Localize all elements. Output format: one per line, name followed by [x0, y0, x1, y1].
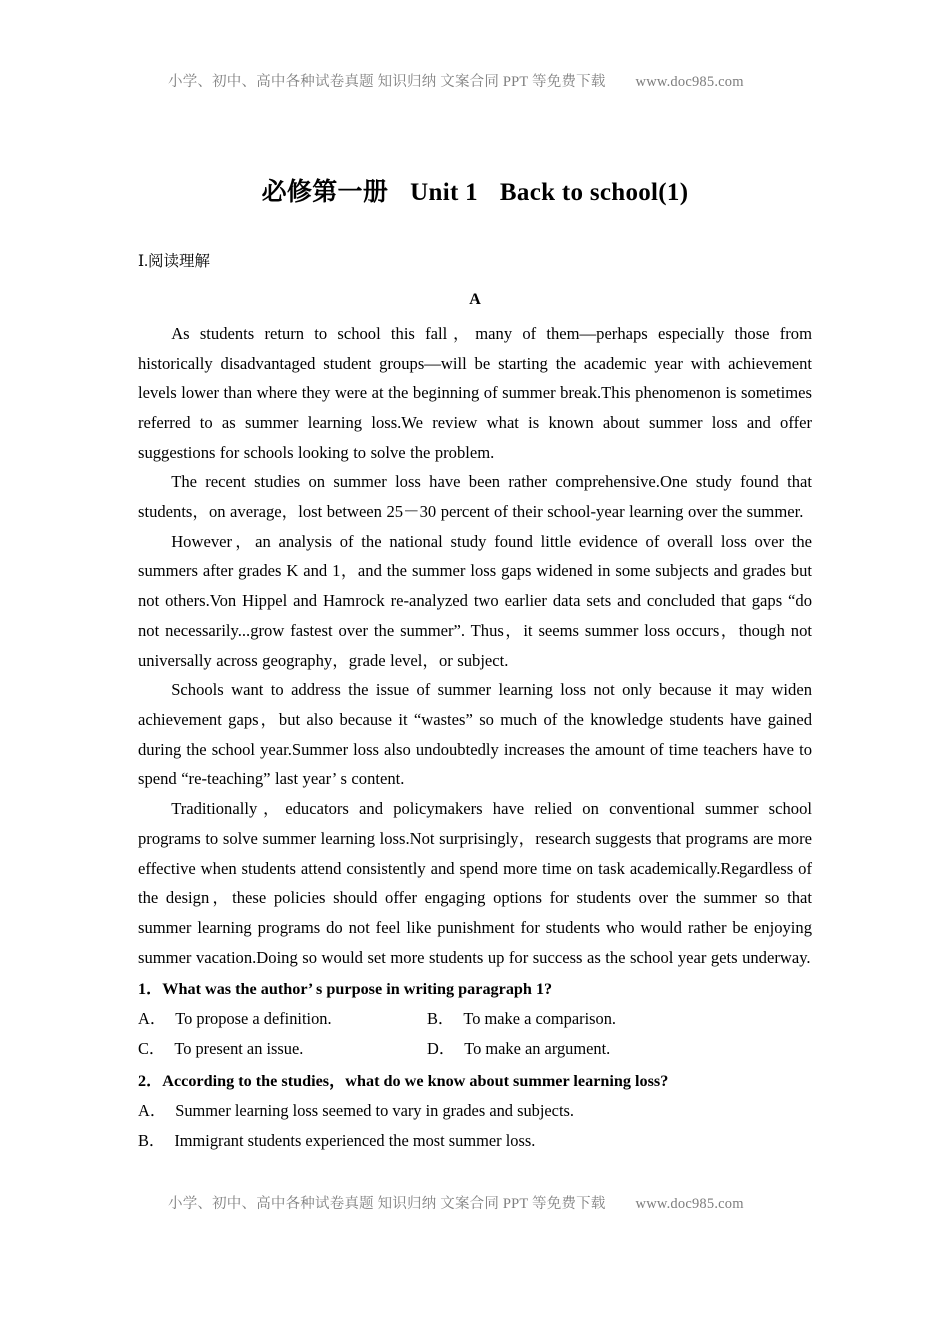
question-1	[138, 974, 812, 1004]
question-1-option-c[interactable]	[138, 1034, 427, 1064]
question-2-option-b-text: Immigrant students experienced the most summer loss.	[174, 1131, 536, 1151]
page-footer	[168, 1192, 828, 1213]
question-1-option-a[interactable]	[138, 1004, 427, 1034]
question-2-option-a-letter: A．	[138, 1101, 167, 1121]
question-1-number: 1．	[138, 980, 163, 999]
question-1-option-b-text: To make a comparison.	[463, 1009, 617, 1029]
question-1-option-d-text: To make an argument.	[464, 1039, 611, 1059]
question-2-option-b-letter: B．	[138, 1131, 166, 1151]
page-title	[0, 172, 950, 208]
section-heading: Ⅰ.阅读理解	[138, 253, 210, 270]
question-1-options-row-1	[138, 1004, 812, 1034]
question-1-option-a-text: To propose a definition.	[175, 1009, 332, 1029]
passage-paragraph-4: Schools want to address the issue of summer learning loss not only because it may widen achievement gaps，but also because it “wastes” so much of the knowledge students have gained during the school year.Summer loss also undoubtedly increases the amount of time teachers have to spend “re-teaching” last year’ s content.	[138, 680, 812, 789]
question-2-option-b[interactable]	[138, 1126, 812, 1156]
passage-paragraph-2: The recent studies on summer loss have been rather comprehensive.One study found that students，on average，lost between 25－30 percent of their school-year learning over the summer.	[138, 472, 812, 522]
question-2-stem: According to the studies，what do we know about summer learning loss?	[162, 1072, 669, 1091]
page-title-topic: Back to school(1)	[499, 179, 689, 206]
question-1-option-a-letter: A．	[138, 1009, 167, 1029]
question-2-options-row-2	[138, 1126, 812, 1156]
question-2-option-a-text: Summer learning loss seemed to vary in grades and subjects.	[175, 1101, 574, 1121]
question-2-options-row-1	[138, 1096, 812, 1126]
question-2-option-a[interactable]	[138, 1096, 812, 1126]
question-1-stem: What was the author’ s purpose in writing paragraph 1?	[162, 980, 553, 999]
page-header	[168, 70, 828, 91]
passage-label: A	[469, 291, 481, 309]
question-1-option-c-text: To present an issue.	[174, 1039, 304, 1059]
question-1-option-d-letter: D．	[427, 1039, 456, 1059]
question-1-option-b[interactable]	[427, 1004, 716, 1034]
page-header-url: www.doc985.com	[635, 74, 744, 90]
page-title-chinese: 必修第一册	[261, 177, 389, 206]
question-2	[138, 1066, 812, 1096]
passage-paragraph-3: However，an analysis of the national study found little evidence of overall loss over the summers after grades K and 1，and the summer loss gaps widened in some subjects and grades but not others.Von Hippel and Hamrock re-analyzed two earlier data sets and concluded that gaps “do not necessarily...grow fastest over the summer”. Thus，it seems summer loss occurs，though not universally across geography，grade level，or subject.	[138, 531, 812, 670]
page-title-unit: Unit 1	[410, 179, 478, 206]
passage-paragraph-5: Traditionally，educators and policymakers have relied on conventional summer school programs to solve summer learning loss.Not surprisingly，research suggests that programs are more effective when students attend consistently and spend more time on task academically.Regardless of the design，these policies should offer engaging options for students over the summer so that summer learning programs do not feel like punishment for students who would rather be enjoying summer vacation.Doing so would set more students up for success as the school year gets underway.	[138, 799, 812, 967]
question-1-options-row-2	[138, 1034, 812, 1064]
passage-paragraph-1: As students return to school this fall，many of them—perhaps especially those from historically disadvantaged student groups—will be starting the academic year with achievement levels lower than where they were at the beginning of summer break.This phenomenon is sometimes referred to as summer learning loss.We review what is known about summer loss and offer suggestions for schools looking to solve the problem.	[138, 323, 812, 462]
question-2-number: 2．	[138, 1072, 163, 1091]
question-1-option-c-letter: C．	[138, 1039, 166, 1059]
page-footer-url: www.doc985.com	[635, 1196, 744, 1212]
question-1-option-b-letter: B．	[427, 1009, 455, 1029]
page-footer-text: 小学、初中、高中各种试卷真题 知识归纳 文案合同 PPT 等免费下载	[168, 1196, 606, 1212]
page-header-text: 小学、初中、高中各种试卷真题 知识归纳 文案合同 PPT 等免费下载	[168, 74, 606, 90]
document-body	[138, 250, 812, 1156]
question-1-option-d[interactable]	[427, 1034, 716, 1064]
